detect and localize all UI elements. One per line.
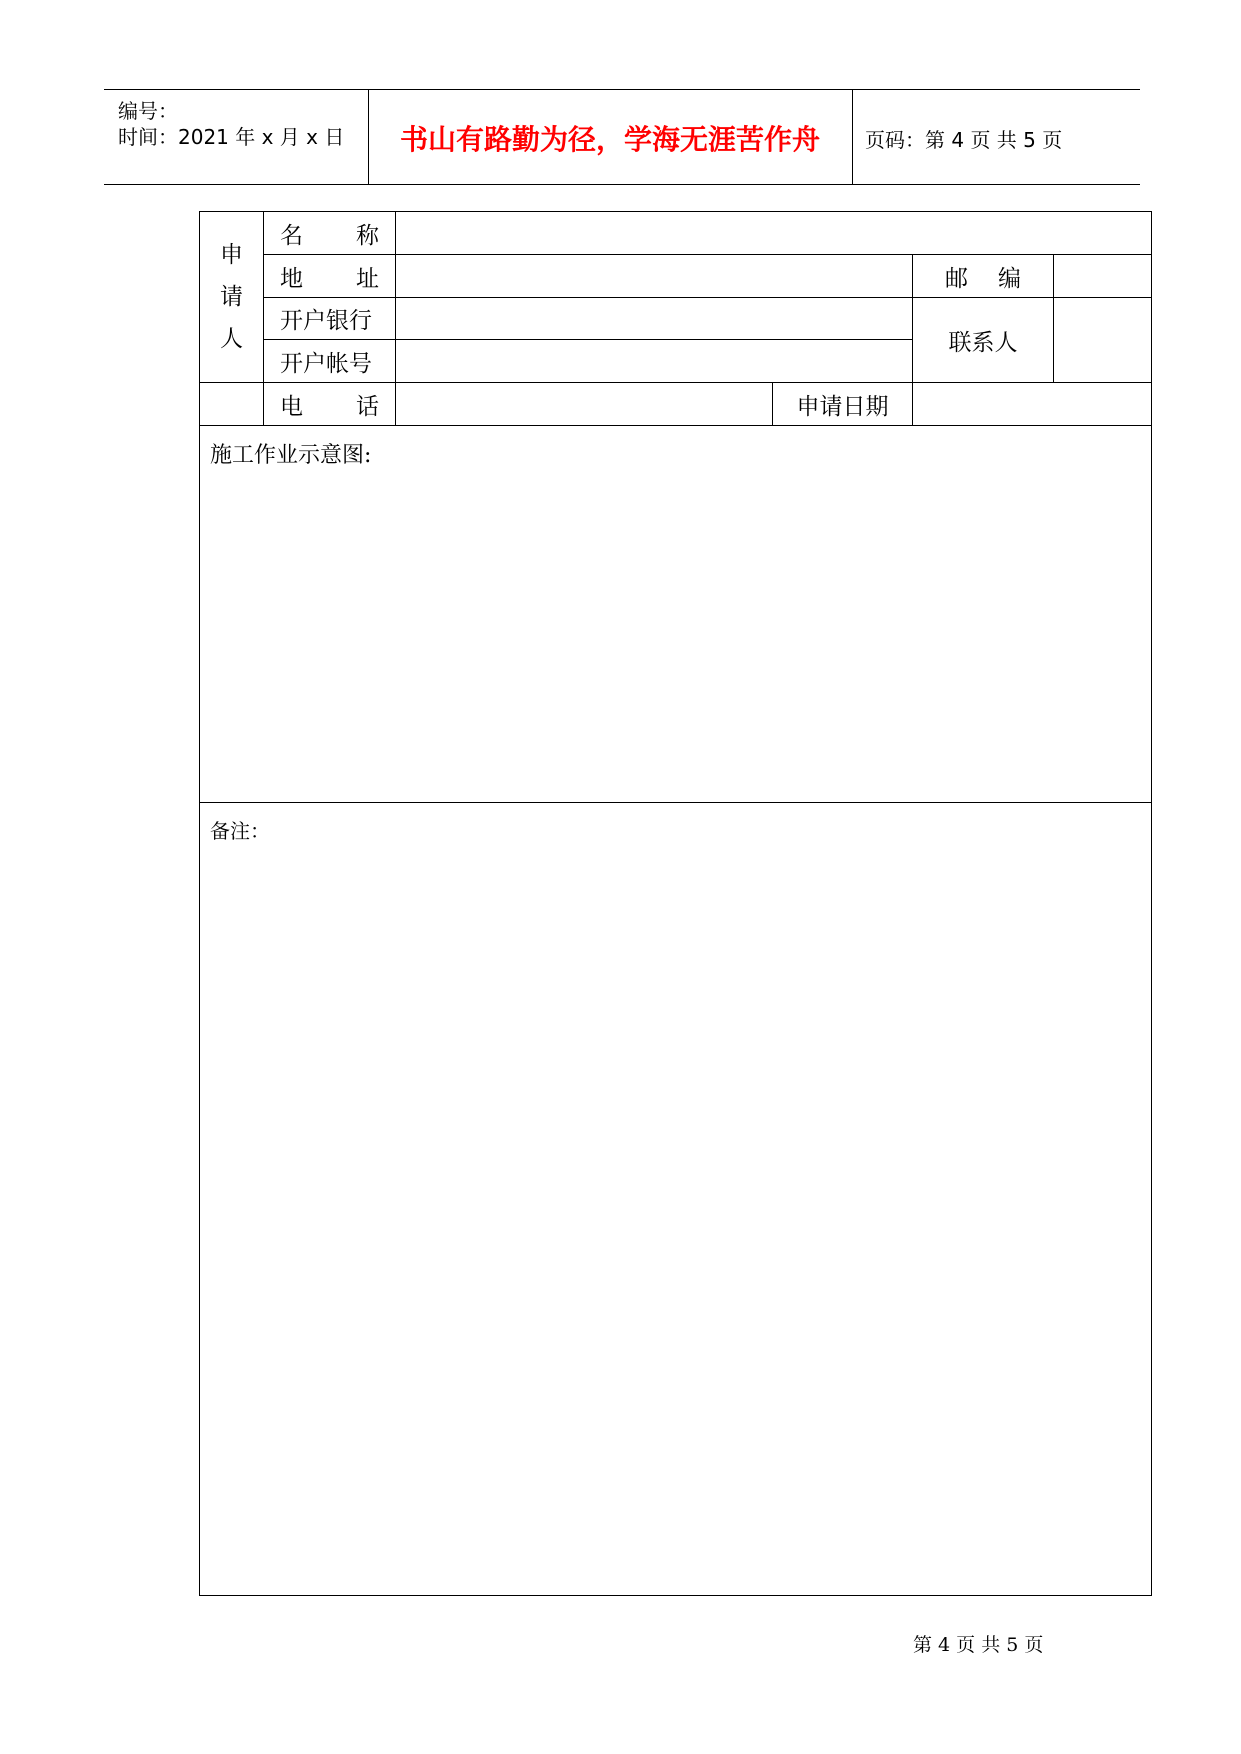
header-right-cell [853, 90, 1140, 184]
header-left-cell [104, 90, 369, 184]
remarks-label: 备注： [210, 819, 270, 843]
page-header [104, 89, 1140, 185]
footer-page-number: 第 4 页 共 5 页 [913, 1634, 1044, 1656]
applicant-label: 申 请 人 [200, 212, 264, 383]
postcode-label: 邮 编 [913, 255, 1054, 298]
document-number-label: 编号： [118, 99, 178, 123]
header-motto: 书山有路勤为径，学海无涯苦作舟 [399, 123, 820, 156]
phone-label: 电 话 [264, 383, 396, 426]
contact-field[interactable] [1054, 298, 1152, 383]
postcode-field[interactable] [1054, 255, 1152, 298]
header-middle-cell [368, 90, 853, 184]
application-form [199, 211, 1152, 1596]
bank-field[interactable] [396, 298, 913, 340]
address-label: 地 址 [264, 255, 396, 298]
phone-field[interactable] [396, 383, 773, 426]
remarks-area[interactable] [200, 803, 1152, 1596]
applicant-label-blank [200, 383, 264, 426]
contact-label: 联系人 [913, 298, 1054, 383]
header-page-number: 页码：第 4 页 共 5 页 [865, 128, 1063, 152]
name-field[interactable] [396, 212, 1152, 255]
address-field[interactable] [396, 255, 913, 298]
apply-date-label: 申请日期 [773, 383, 913, 426]
bank-label: 开户银行 [264, 298, 396, 340]
apply-date-field[interactable] [913, 383, 1152, 426]
account-field[interactable] [396, 340, 913, 383]
account-label: 开户帐号 [264, 340, 396, 383]
name-label: 名 称 [264, 212, 396, 255]
document-date: 时间：2021 年 x 月 x 日 [118, 125, 345, 149]
construction-diagram-area[interactable] [200, 426, 1152, 803]
construction-diagram-label: 施工作业示意图: [210, 443, 372, 468]
